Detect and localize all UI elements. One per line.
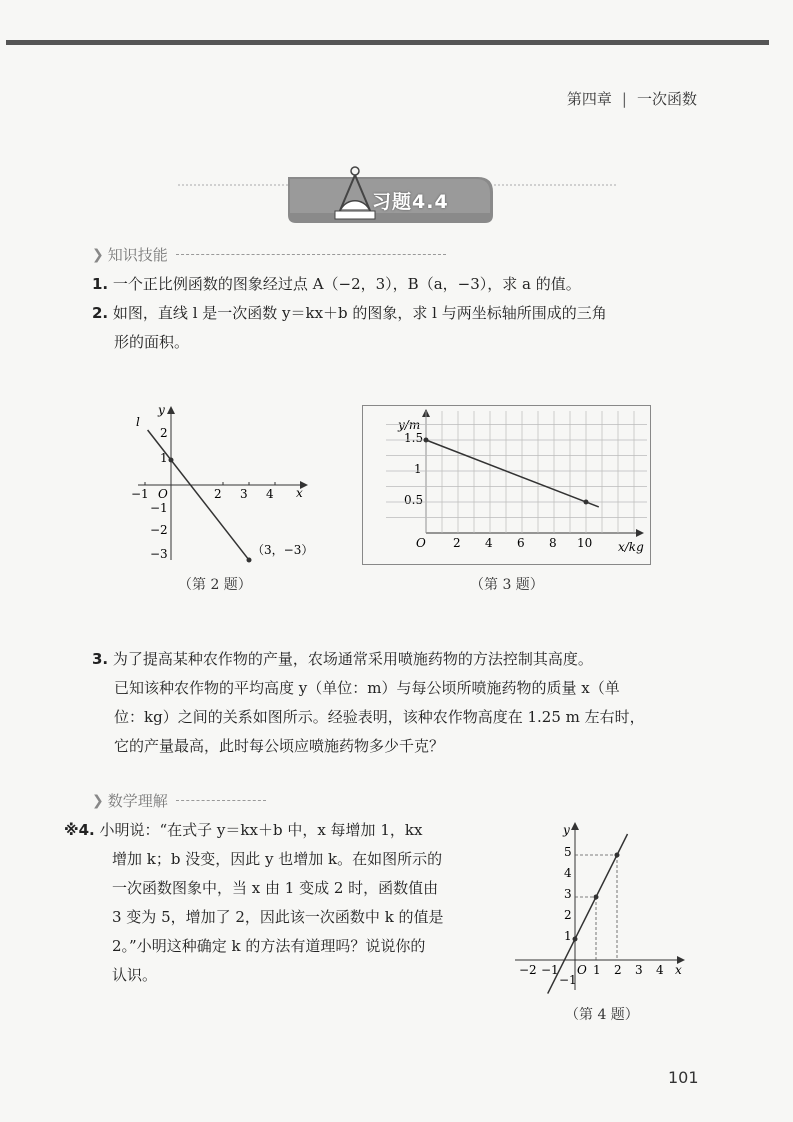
problem-text-line: 如图，直线 l 是一次函数 y＝kx＋b 的图象，求 l 与两坐标轴所围成的三角 [112, 304, 607, 322]
origin-label: O [158, 487, 168, 501]
problem-number: ※4. [64, 821, 95, 839]
problem-text-line: 小明说：“在式子 y＝kx＋b 中，x 每增加 1，kx [99, 821, 423, 839]
x-tick-label: −1 [131, 487, 149, 501]
problem-number: 3. [92, 650, 109, 668]
section-math-understanding [92, 790, 266, 811]
x-tick-label: 3 [240, 487, 248, 501]
x-tick-label: 10 [577, 536, 593, 550]
line-label: l [136, 415, 140, 429]
x-axis-label: x [296, 486, 303, 500]
x-tick-label: −2 [519, 963, 537, 977]
y-axis-label: y [563, 823, 570, 837]
x-axis-label: x [675, 963, 682, 977]
x-axis-label: x/kg [618, 540, 644, 554]
x-tick-label: 1 [593, 963, 601, 977]
section-title: 数学理解 [107, 792, 168, 810]
y-tick-label: 0.5 [404, 493, 424, 507]
problem-text: 一个正比例函数的图象经过点 A（−2，3），B（a，−3），求 a 的值。 [112, 275, 581, 293]
topic-label: 一次函数 [636, 90, 697, 108]
y-tick-label: 3 [564, 887, 572, 901]
x-tick-label: 3 [635, 963, 643, 977]
top-rule [6, 40, 769, 45]
y-axis-label: y/m [398, 418, 421, 432]
y-tick-label: 1 [564, 929, 572, 943]
x-tick-label: 4 [485, 536, 493, 550]
chevron-right-icon: ❯ [92, 792, 104, 809]
figure-4-caption: （第 4 题） [565, 1007, 639, 1023]
problem-text-line: 3 变为 5，增加了 2，因此该一次函数中 k 的值是 [112, 908, 444, 926]
problem-text-line: 为了提高某种农作物的产量，农场通常采用喷施药物的方法控制其高度。 [112, 650, 593, 668]
section-knowledge [92, 244, 446, 265]
figure-2-caption: （第 2 题） [178, 577, 252, 593]
point-label: （3，−3） [252, 543, 314, 557]
section-title: 知识技能 [107, 246, 168, 264]
x-tick-label: −1 [541, 963, 559, 977]
y-tick-label: −1 [559, 973, 577, 987]
problem-4 [64, 816, 504, 990]
problem-1 [92, 270, 712, 299]
data-point [169, 458, 174, 463]
y-tick-label: 1 [414, 462, 422, 476]
data-point [573, 937, 578, 942]
origin-label: O [416, 536, 426, 550]
y-tick-label: 1 [160, 451, 168, 465]
header-separator: | [621, 90, 627, 108]
data-point [594, 895, 599, 900]
problem-text-line: 增加 k；b 没变，因此 y 也增加 k。在如图所示的 [112, 850, 443, 868]
y-tick-label: 2 [564, 908, 572, 922]
x-tick-label: 8 [549, 536, 557, 550]
problem-2 [92, 299, 712, 357]
y-tick-label: −1 [150, 501, 168, 515]
problem-text-line: 认识。 [112, 966, 158, 984]
y-tick-label: −2 [150, 523, 168, 537]
page-number: 101 [668, 1068, 699, 1087]
problem-number: 2. [92, 304, 109, 322]
x-tick-label: 2 [614, 963, 622, 977]
problem-number: 1. [92, 275, 109, 293]
data-point [615, 853, 620, 858]
problem-text-line: 已知该种农作物的平均高度 y（单位：m）与每公顷所喷施药物的质量 x（单 [114, 679, 620, 697]
figure-4-graph [515, 818, 695, 998]
figure-3-caption: （第 3 题） [470, 577, 544, 593]
problem-text-line: 它的产量最高，此时每公顷应喷施药物多少千克？ [114, 737, 445, 755]
y-tick-label: 1.5 [404, 431, 424, 445]
problem-text-line: 形的面积。 [114, 333, 190, 351]
x-tick-label: 6 [517, 536, 525, 550]
figure-3-graph [362, 405, 652, 565]
x-tick-label: 4 [656, 963, 664, 977]
y-tick-label: 2 [160, 426, 168, 440]
section-divider [176, 800, 266, 801]
graph-line [426, 440, 599, 507]
section-divider [176, 254, 446, 255]
x-tick-label: 2 [453, 536, 461, 550]
problem-3 [92, 645, 712, 761]
chevron-right-icon: ❯ [92, 246, 104, 263]
data-point [424, 438, 429, 443]
x-tick-label: 2 [214, 487, 222, 501]
problem-text-line: 2。”小明这种确定 k 的方法有道理吗？说说你的 [112, 937, 426, 955]
x-tick-label: 4 [266, 487, 274, 501]
problem-text-line: 一次函数图象中，当 x 由 1 变成 2 时，函数值由 [112, 879, 439, 897]
origin-label: O [577, 963, 587, 977]
data-point [247, 558, 252, 563]
y-axis-label: y [158, 403, 165, 417]
y-tick-label: 5 [564, 845, 572, 859]
y-tick-label: −3 [150, 547, 168, 561]
chapter-label: 第四章 [566, 90, 612, 108]
data-point [584, 500, 589, 505]
running-header [567, 88, 697, 109]
y-tick-label: 4 [564, 866, 572, 880]
exercise-title: 习题4.4 [372, 191, 449, 213]
figure-2-graph [128, 400, 328, 570]
problem-text-line: 位：kg）之间的关系如图所示。经验表明，该种农作物高度在 1.25 m 左右时， [114, 708, 645, 726]
